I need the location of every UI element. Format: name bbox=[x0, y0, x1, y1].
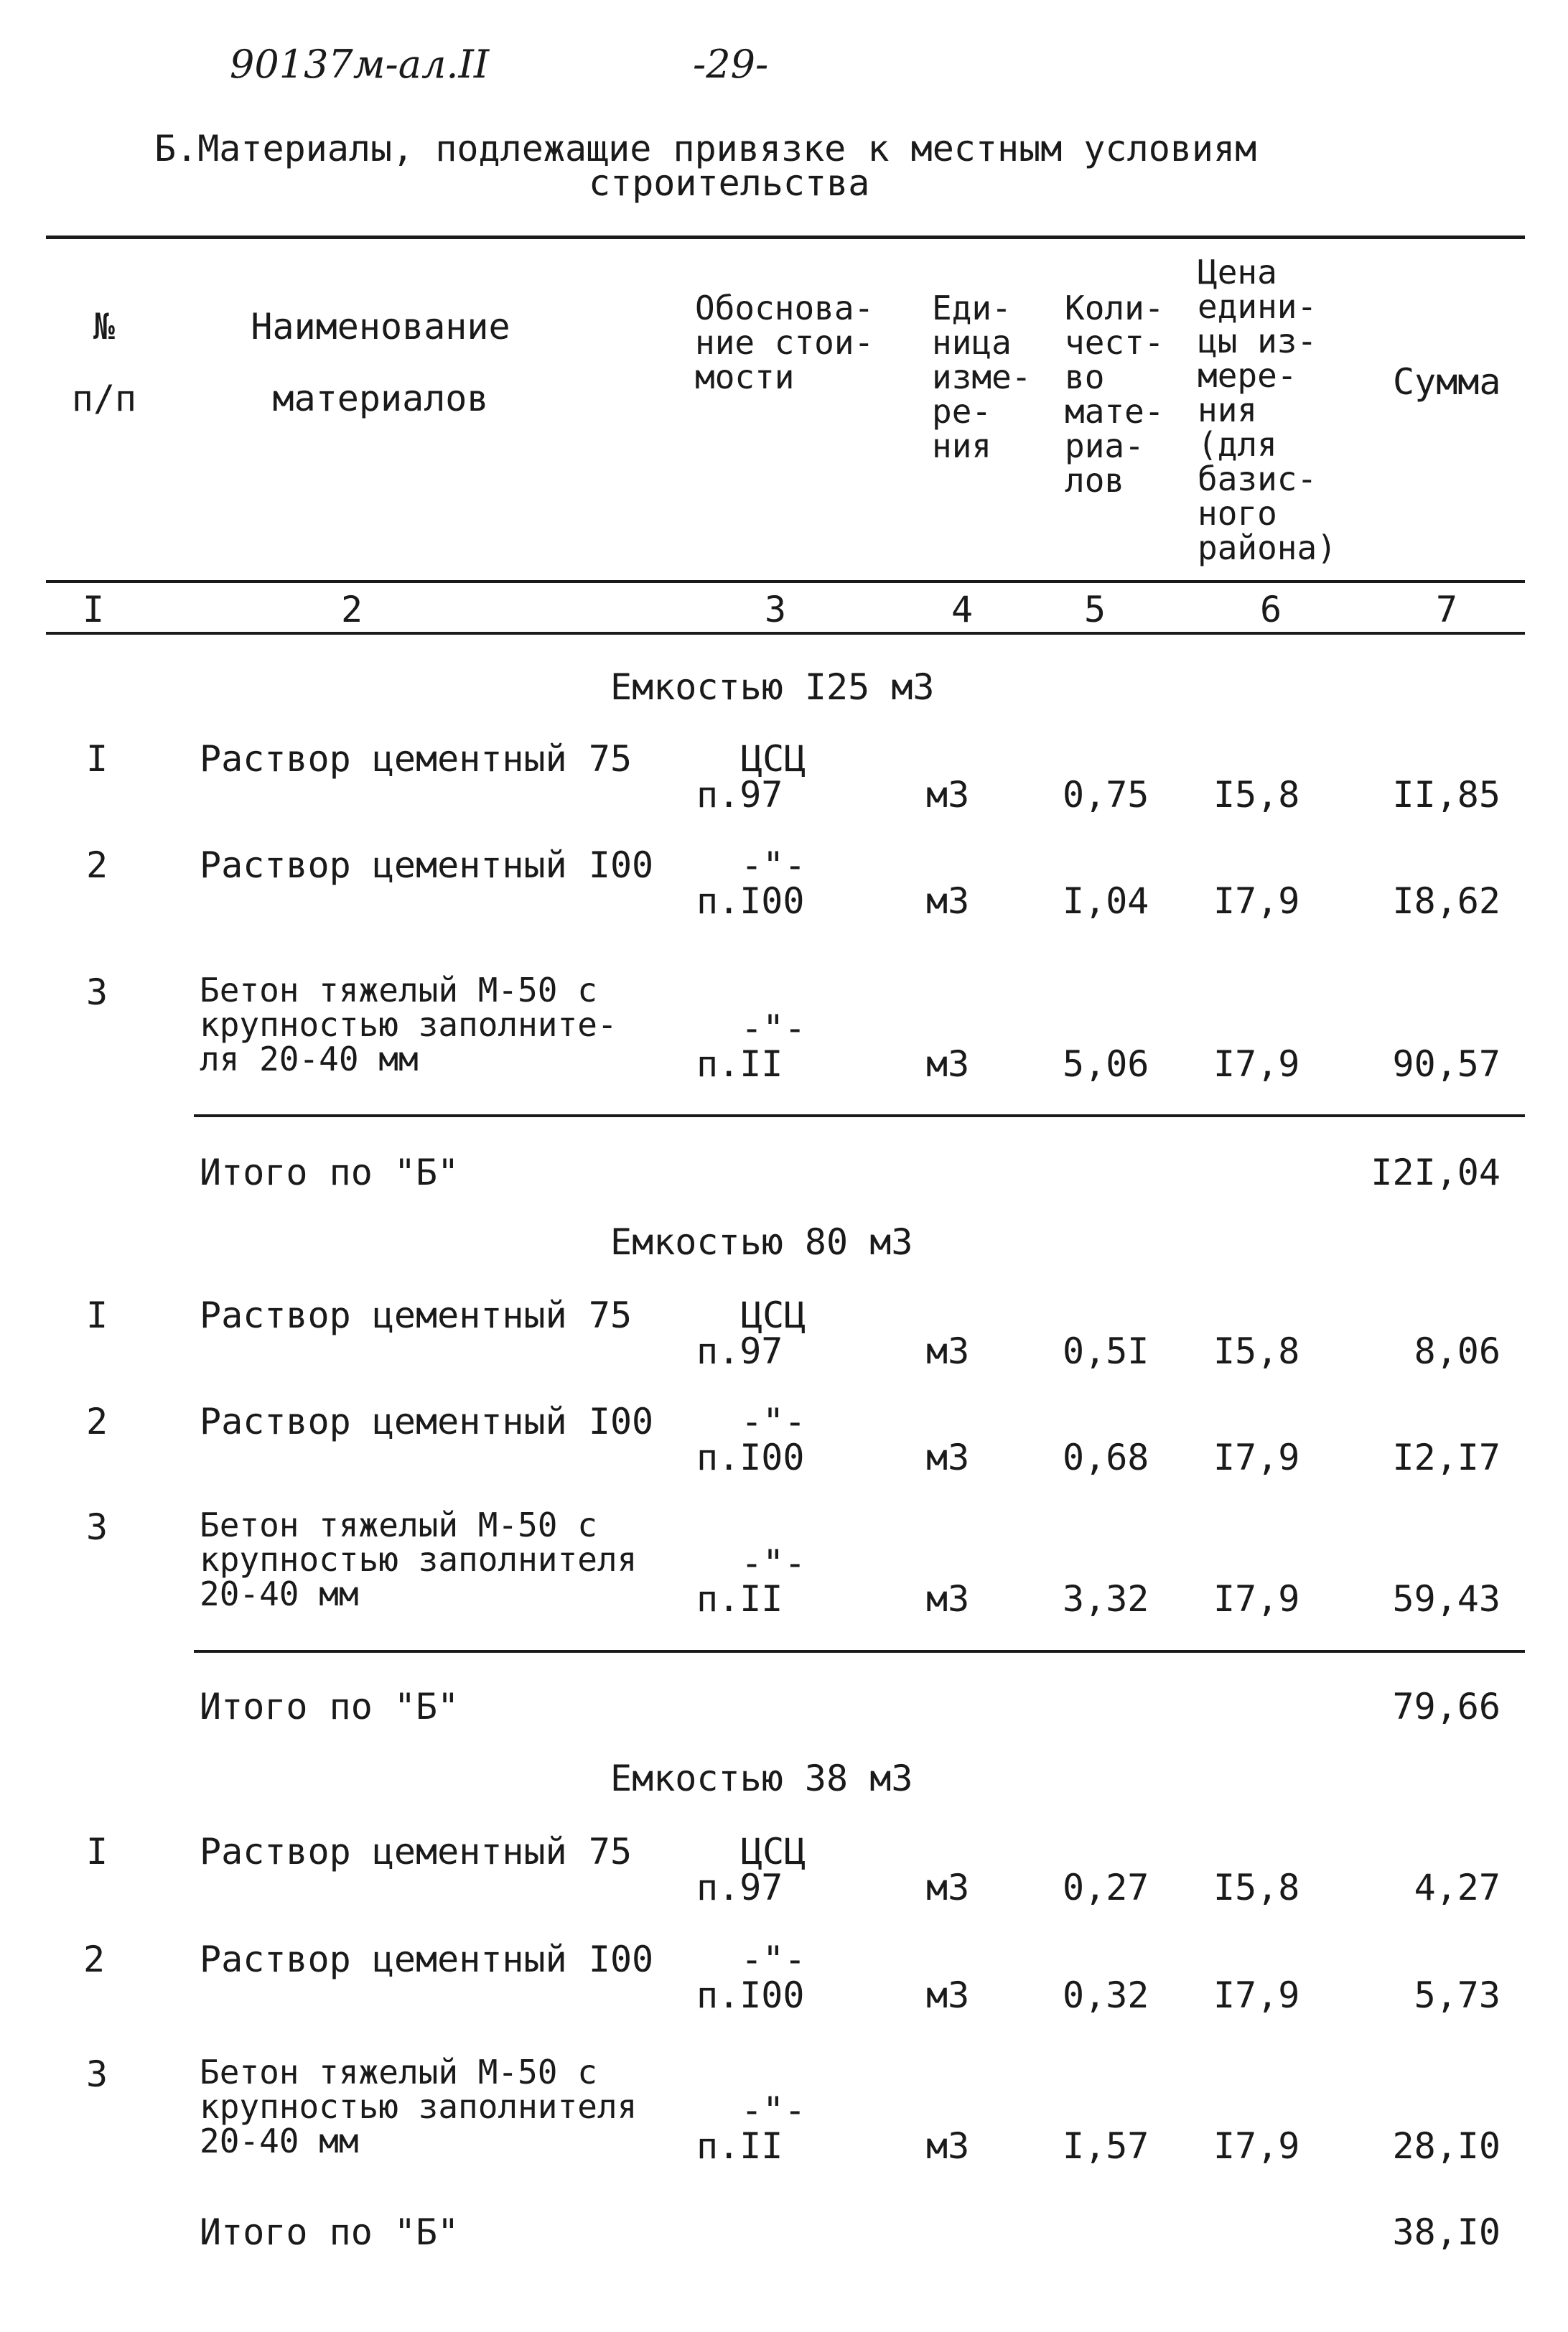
material-name: Раствор цементный 75 bbox=[200, 1831, 633, 1872]
unit: м3 bbox=[926, 1578, 970, 1620]
subtotal-rule bbox=[194, 1650, 1525, 1653]
row-sum: 5,73 bbox=[1414, 1974, 1501, 2016]
col-number: 4 bbox=[951, 589, 974, 630]
col-header-name: Наименование материалов bbox=[251, 306, 510, 419]
basis-ref: ЦСЦ bbox=[741, 1831, 806, 1872]
subtotal-label: Итого по "Б" bbox=[200, 2211, 459, 2253]
page-title: Б.Материалы, подлежащие привязке к местным условиям bbox=[154, 128, 1257, 169]
row-number: I bbox=[86, 1295, 108, 1336]
subtotal-rule bbox=[194, 1114, 1525, 1117]
unit: м3 bbox=[926, 1974, 970, 2016]
unit: м3 bbox=[926, 1330, 970, 1372]
table-top-rule bbox=[46, 235, 1525, 239]
basis-item: п.II bbox=[696, 2125, 783, 2167]
section-heading: Емкостью 80 м3 bbox=[610, 1221, 913, 1263]
quantity: 0,32 bbox=[1063, 1974, 1149, 2016]
row-number: 3 bbox=[86, 2053, 108, 2095]
material-name: Раствор цементный 75 bbox=[200, 1295, 633, 1336]
quantity: I,57 bbox=[1063, 2125, 1149, 2167]
row-sum: I2,I7 bbox=[1392, 1437, 1501, 1478]
row-sum: 90,57 bbox=[1392, 1043, 1501, 1085]
material-name: Бетон тяжелый М-50 с крупностью заполните- ля 20-40 мм bbox=[200, 971, 617, 1078]
row-number: I bbox=[86, 738, 108, 780]
unit-price: I7,9 bbox=[1213, 1437, 1300, 1478]
quantity: 0,75 bbox=[1063, 774, 1149, 816]
col-header-num: № п/п bbox=[71, 306, 137, 419]
row-number: 2 bbox=[86, 1401, 108, 1442]
col-number: 2 bbox=[340, 589, 363, 630]
unit: м3 bbox=[926, 2125, 970, 2167]
row-sum: I8,62 bbox=[1392, 880, 1501, 922]
section-heading: Емкостью I25 м3 bbox=[610, 666, 935, 708]
subtotal-label: Итого по "Б" bbox=[200, 1152, 459, 1193]
header-divider bbox=[46, 580, 1525, 583]
unit: м3 bbox=[926, 1437, 970, 1478]
quantity: 3,32 bbox=[1063, 1578, 1149, 1620]
row-number: 2 bbox=[83, 1939, 106, 1980]
row-sum: 28,I0 bbox=[1392, 2125, 1501, 2167]
col-number: 3 bbox=[764, 589, 787, 630]
col-number: 7 bbox=[1435, 589, 1458, 630]
subtotal-value: 38,I0 bbox=[1392, 2211, 1501, 2253]
unit: м3 bbox=[926, 1867, 970, 1908]
basis-ref: -"- bbox=[741, 844, 806, 886]
basis-item: п.I00 bbox=[696, 880, 805, 922]
section-heading: Емкостью 38 м3 bbox=[610, 1758, 913, 1799]
unit-price: I5,8 bbox=[1213, 1867, 1300, 1908]
basis-item: п.I00 bbox=[696, 1974, 805, 2016]
document-code: 90137м-ал.II bbox=[230, 42, 490, 87]
unit-price: I5,8 bbox=[1213, 1330, 1300, 1372]
basis-item: п.97 bbox=[696, 1330, 783, 1372]
page-number: -29- bbox=[693, 42, 769, 87]
basis-ref: -"- bbox=[741, 1542, 806, 1584]
unit-price: I7,9 bbox=[1213, 880, 1300, 922]
unit-price: I5,8 bbox=[1213, 774, 1300, 816]
row-number: I bbox=[86, 1831, 108, 1872]
basis-ref: -"- bbox=[741, 1939, 806, 1980]
col-header-basis: Обоснова- ние стои- мости bbox=[695, 289, 874, 396]
basis-item: п.97 bbox=[696, 1867, 783, 1908]
unit: м3 bbox=[926, 880, 970, 922]
col-number: 5 bbox=[1083, 589, 1106, 630]
basis-item: п.II bbox=[696, 1578, 783, 1620]
row-sum: 8,06 bbox=[1414, 1330, 1501, 1372]
material-name: Раствор цементный 75 bbox=[200, 738, 633, 780]
basis-ref: ЦСЦ bbox=[741, 1295, 806, 1336]
row-sum: 59,43 bbox=[1392, 1578, 1501, 1620]
material-name: Раствор цементный I00 bbox=[200, 1401, 654, 1442]
unit: м3 bbox=[926, 774, 970, 816]
material-name: Бетон тяжелый М-50 с крупностью заполнителя 20-40 мм bbox=[200, 1506, 638, 1613]
material-name: Бетон тяжелый М-50 с крупностью заполнителя 20-40 мм bbox=[200, 2053, 638, 2160]
basis-ref: -"- bbox=[741, 2089, 806, 2131]
material-name: Раствор цементный I00 bbox=[200, 844, 654, 886]
unit: м3 bbox=[926, 1043, 970, 1085]
basis-item: п.97 bbox=[696, 774, 783, 816]
unit-price: I7,9 bbox=[1213, 1578, 1300, 1620]
quantity: 0,5I bbox=[1063, 1330, 1149, 1372]
row-number: 2 bbox=[86, 844, 108, 886]
quantity: I,04 bbox=[1063, 880, 1149, 922]
page-subtitle: строительства bbox=[589, 162, 870, 204]
subtotal-value: 79,66 bbox=[1392, 1686, 1501, 1727]
basis-item: п.II bbox=[696, 1043, 783, 1085]
subtotal-label: Итого по "Б" bbox=[200, 1686, 459, 1727]
basis-ref: -"- bbox=[741, 1007, 806, 1049]
quantity: 5,06 bbox=[1063, 1043, 1149, 1085]
col-header-sum: Сумма bbox=[1393, 361, 1501, 403]
unit-price: I7,9 bbox=[1213, 1043, 1300, 1085]
col-header-price: Цена едини- цы из- мере- ния (для базис- ного района) bbox=[1198, 253, 1337, 567]
basis-ref: ЦСЦ bbox=[741, 738, 806, 780]
col-number: 6 bbox=[1259, 589, 1282, 630]
col-header-unit: Еди- ница изме- ре- ния bbox=[932, 289, 1032, 465]
basis-ref: -"- bbox=[741, 1401, 806, 1442]
row-sum: II,85 bbox=[1392, 774, 1501, 816]
unit-price: I7,9 bbox=[1213, 1974, 1300, 2016]
row-number: 3 bbox=[86, 1506, 108, 1548]
quantity: 0,68 bbox=[1063, 1437, 1149, 1478]
column-numbers-divider bbox=[46, 632, 1525, 635]
col-number: I bbox=[82, 589, 105, 630]
quantity: 0,27 bbox=[1063, 1867, 1149, 1908]
subtotal-value: I2I,04 bbox=[1371, 1152, 1501, 1193]
row-number: 3 bbox=[86, 971, 108, 1013]
row-sum: 4,27 bbox=[1414, 1867, 1501, 1908]
col-header-qty: Коли- чест- во мате- риа- лов bbox=[1065, 289, 1165, 500]
unit-price: I7,9 bbox=[1213, 2125, 1300, 2167]
material-name: Раствор цементный I00 bbox=[200, 1939, 654, 1980]
basis-item: п.I00 bbox=[696, 1437, 805, 1478]
